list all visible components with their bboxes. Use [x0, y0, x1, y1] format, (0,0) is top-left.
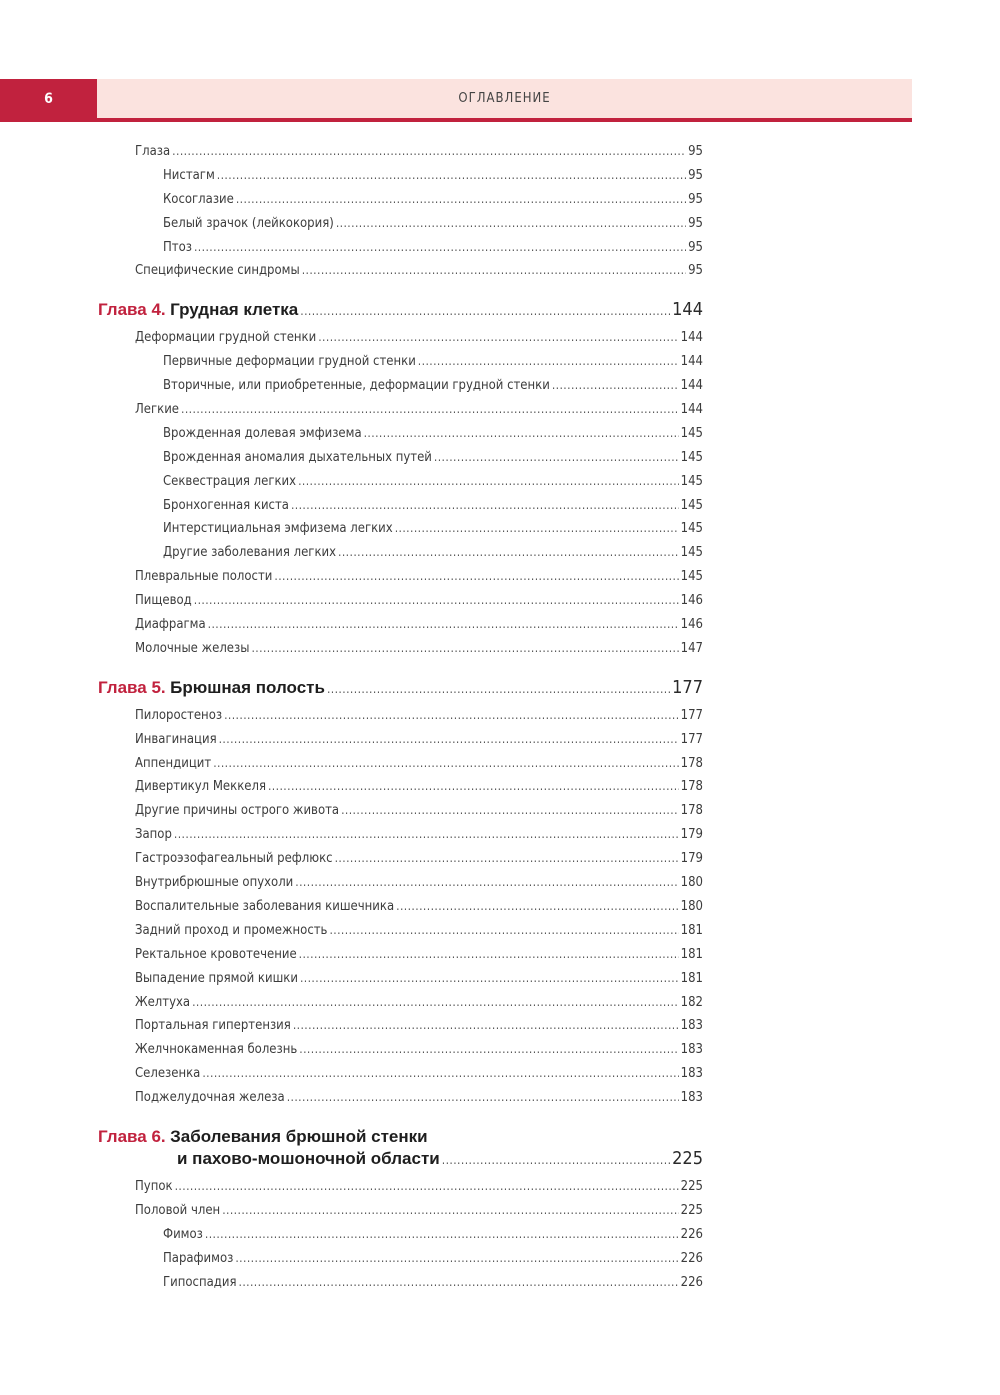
toc-entry-title: Молочные железы — [135, 640, 250, 656]
dot-leader — [341, 799, 679, 823]
toc-entry-title: Другие причины острого живота — [135, 803, 340, 819]
dot-leader — [208, 613, 679, 637]
toc-entry-title: Запор — [135, 827, 172, 843]
dot-leader — [395, 517, 679, 541]
toc-entry[interactable] — [0, 470, 1000, 494]
toc-entry[interactable] — [0, 752, 1000, 776]
toc-entry[interactable] — [0, 398, 1000, 422]
chapter-title: Брюшная полость — [170, 677, 325, 697]
dot-leader — [172, 140, 686, 164]
toc-entry-page: 145 — [680, 521, 703, 537]
chapter-6-heading-line2 — [0, 1148, 1000, 1169]
toc-entry[interactable] — [0, 847, 1000, 871]
toc-entry[interactable] — [0, 1199, 1000, 1223]
toc-entry-page: 183 — [680, 1066, 703, 1082]
toc-entry-title: Поджелудочная железа — [135, 1090, 285, 1106]
toc-entry[interactable] — [0, 350, 1000, 374]
toc-entry[interactable] — [0, 1175, 1000, 1199]
dot-leader — [318, 326, 678, 350]
running-title: ОГЛАВЛЕНИЕ — [458, 91, 551, 106]
toc-entry-page: 177 — [680, 707, 703, 723]
toc-entry-page: 95 — [688, 191, 703, 207]
toc-entry-title: Секвестрация легких — [163, 473, 297, 489]
toc-entry-title: Вторичные, или приобретенные, деформации грудной стенки — [163, 378, 550, 394]
chapter-title-line1: Заболевания брюшной стенки — [170, 1126, 428, 1146]
toc-entry[interactable] — [0, 871, 1000, 895]
toc-entry-title: Врожденная аномалия дыхательных путей — [163, 449, 432, 465]
toc-entry[interactable] — [0, 541, 1000, 565]
toc-entry[interactable] — [0, 446, 1000, 470]
toc-entry[interactable] — [0, 1086, 1000, 1110]
toc-entry-title: Выпадение прямой кишки — [135, 970, 298, 986]
toc-entry-title: Птоз — [163, 239, 192, 255]
dot-leader — [205, 1223, 679, 1247]
toc-entry-title: Врожденная долевая эмфизема — [163, 425, 362, 441]
toc-entry-title: Косоглазие — [163, 191, 234, 207]
toc-entry-title: Глаза — [135, 144, 171, 159]
dot-leader — [236, 188, 686, 212]
toc-entry[interactable] — [0, 728, 1000, 752]
dot-leader — [217, 164, 686, 188]
toc-entry-page: 145 — [680, 473, 703, 489]
dot-leader — [192, 991, 679, 1015]
toc-entry-page: 182 — [680, 994, 703, 1010]
toc-entry[interactable] — [0, 374, 1000, 398]
toc-entry-title: Другие заболевания легких — [163, 545, 337, 561]
toc-entry-title: Интерстициальная эмфизема легких — [163, 521, 393, 537]
toc-entry-page: 183 — [680, 1018, 703, 1034]
dot-leader — [174, 823, 679, 847]
dot-leader — [327, 682, 670, 696]
toc-entry-title: Внутрибрюшные опухоли — [135, 875, 294, 891]
chapter-6-entries — [0, 1175, 1000, 1294]
dot-leader — [239, 1271, 679, 1295]
dot-leader — [364, 422, 679, 446]
toc-entry[interactable] — [0, 613, 1000, 637]
toc-entry-page: 178 — [680, 803, 703, 819]
dot-leader — [299, 943, 679, 967]
toc-entry-page: 95 — [688, 215, 703, 231]
toc-entry-page: 95 — [688, 239, 703, 255]
toc-entry[interactable] — [0, 188, 1000, 212]
dot-leader — [442, 1153, 670, 1167]
toc-entry-page: 95 — [688, 167, 703, 183]
toc-entry-title: Гастроэзофагеальный рефлюкс — [135, 851, 333, 867]
toc-entry[interactable] — [0, 991, 1000, 1015]
toc-entry[interactable] — [0, 494, 1000, 518]
dot-leader — [329, 919, 678, 943]
chapter-6-heading[interactable] — [0, 1126, 1000, 1169]
toc-entry[interactable] — [0, 1062, 1000, 1086]
dot-leader — [224, 704, 679, 728]
toc-entry-page: 226 — [680, 1226, 703, 1242]
toc-entry[interactable] — [0, 140, 1000, 164]
chapter-6-heading-line1 — [0, 1126, 1000, 1148]
toc-entry-title: Легкие — [135, 402, 180, 418]
toc-entry-title: Диафрагма — [135, 617, 206, 633]
toc-entry-title: Деформации грудной стенки — [135, 330, 317, 346]
toc-entry[interactable] — [0, 589, 1000, 613]
toc-entry-title: Пищевод — [135, 593, 192, 609]
chapter-label: Глава 5. — [98, 677, 166, 697]
dot-leader — [396, 895, 679, 919]
toc-entry-page: 144 — [680, 354, 703, 370]
dot-leader — [300, 967, 679, 991]
toc-entry-title: Нистагм — [163, 167, 215, 183]
toc-entry[interactable] — [0, 704, 1000, 728]
toc-entry-title: Желчнокаменная болезнь — [135, 1042, 298, 1058]
toc-entry[interactable] — [0, 1014, 1000, 1038]
toc-entry-page: 178 — [680, 779, 703, 795]
toc-entry-title: Бронхогенная киста — [163, 497, 289, 513]
dot-leader — [194, 589, 679, 613]
dot-leader — [222, 1199, 678, 1223]
toc-entry-title: Пупок — [135, 1178, 173, 1194]
page-number: 6 — [0, 79, 97, 118]
toc-entry[interactable] — [0, 212, 1000, 236]
dot-leader — [552, 374, 679, 398]
toc-entry-title: Воспалительные заболевания кишечника — [135, 898, 395, 914]
dot-leader — [235, 1247, 678, 1271]
toc-entry[interactable] — [0, 517, 1000, 541]
toc-entry-title: Парафимоз — [163, 1250, 234, 1266]
toc-entry[interactable] — [0, 895, 1000, 919]
dot-leader — [194, 236, 686, 260]
toc-entry[interactable] — [0, 775, 1000, 799]
chapter-4-heading[interactable] — [0, 299, 1000, 320]
toc-entry-page: 226 — [680, 1250, 703, 1266]
toc-entry-page: 145 — [680, 545, 703, 561]
chapter-page: 225 — [672, 1147, 703, 1169]
toc-entry-title: Гипоспадия — [163, 1274, 237, 1290]
dot-leader — [434, 446, 679, 470]
chapter-page: 144 — [672, 299, 703, 321]
toc-entry-page: 145 — [680, 569, 703, 585]
toc-entry-page: 180 — [680, 875, 703, 891]
dot-leader — [291, 494, 679, 518]
dot-leader — [335, 847, 679, 871]
chapter-title-line2: и пахово-мошоночной области — [177, 1148, 440, 1168]
toc-entry[interactable] — [0, 943, 1000, 967]
toc-entry-title: Фимоз — [163, 1226, 203, 1242]
dot-leader — [202, 1062, 678, 1086]
toc-entry-title: Дивертикул Меккеля — [135, 779, 266, 795]
toc-entry-title: Селезенка — [135, 1066, 201, 1082]
dot-leader — [302, 259, 686, 283]
toc-entry-page: 95 — [688, 144, 703, 159]
toc-entry-title: Специфические синдромы — [135, 263, 300, 279]
toc-entry-page: 95 — [688, 263, 703, 279]
toc-entry-title: Первичные деформации грудной стенки — [163, 354, 416, 370]
toc-entry[interactable] — [0, 1271, 1000, 1295]
toc-entry[interactable] — [0, 919, 1000, 943]
toc-entry-page: 146 — [680, 617, 703, 633]
toc-entry[interactable] — [0, 236, 1000, 260]
toc-entry-page: 181 — [680, 970, 703, 986]
dot-leader — [175, 1175, 679, 1199]
toc-entry-title: Белый зрачок (лейкокория) — [163, 215, 334, 231]
toc-entry-title: Пилоростеноз — [135, 707, 223, 723]
chapter-5-heading[interactable] — [0, 677, 1000, 698]
toc-entry[interactable] — [0, 1038, 1000, 1062]
toc-entry-title: Половой член — [135, 1202, 221, 1218]
table-of-contents — [0, 140, 1000, 1294]
toc-entry[interactable] — [0, 164, 1000, 188]
toc-entry-page: 179 — [680, 851, 703, 867]
toc-entry-page: 179 — [680, 827, 703, 843]
dot-leader — [295, 871, 678, 895]
toc-entry-title: Желтуха — [135, 994, 191, 1010]
dot-leader — [300, 304, 670, 318]
toc-entry[interactable] — [0, 799, 1000, 823]
dot-leader — [299, 1038, 678, 1062]
toc-entry[interactable] — [0, 259, 1000, 283]
dot-leader — [274, 565, 678, 589]
toc-entry-page: 225 — [680, 1202, 703, 1218]
chapter-page: 177 — [672, 676, 703, 698]
toc-entry[interactable] — [0, 967, 1000, 991]
toc-entry-page: 180 — [680, 898, 703, 914]
toc-entry[interactable] — [0, 823, 1000, 847]
toc-entry-title: Задний проход и промежность — [135, 922, 328, 938]
toc-entry[interactable] — [0, 565, 1000, 589]
toc-entry[interactable] — [0, 422, 1000, 446]
dot-leader — [336, 212, 686, 236]
toc-entry-page: 145 — [680, 425, 703, 441]
dot-leader — [293, 1014, 679, 1038]
toc-entry-title: Плевральные полости — [135, 569, 273, 585]
dot-leader — [418, 350, 679, 374]
chapter-5-entries — [0, 704, 1000, 1110]
toc-entry-page: 145 — [680, 449, 703, 465]
toc-entry[interactable] — [0, 1247, 1000, 1271]
toc-entry-page: 183 — [680, 1090, 703, 1106]
chapter-title: Грудная клетка — [170, 300, 299, 320]
toc-entry[interactable] — [0, 637, 1000, 661]
dot-leader — [181, 398, 679, 422]
chapter-label: Глава 4. — [98, 300, 166, 320]
intro-section — [0, 140, 1000, 283]
dot-leader — [338, 541, 679, 565]
toc-entry-page: 177 — [680, 731, 703, 747]
toc-entry-page: 226 — [680, 1274, 703, 1290]
toc-entry-page: 145 — [680, 497, 703, 513]
toc-entry-title: Ректальное кровотечение — [135, 946, 297, 962]
chapter-label: Глава 6. — [98, 1126, 166, 1146]
running-header — [0, 79, 912, 122]
toc-entry[interactable] — [0, 326, 1000, 350]
toc-entry-title: Инвагинация — [135, 731, 217, 747]
toc-entry-page: 144 — [680, 402, 703, 418]
toc-entry-page: 144 — [680, 330, 703, 346]
toc-entry-page: 183 — [680, 1042, 703, 1058]
dot-leader — [213, 752, 678, 776]
toc-entry-page: 181 — [680, 946, 703, 962]
toc-entry-page: 178 — [680, 755, 703, 771]
toc-entry-page: 144 — [680, 378, 703, 394]
chapter-4-entries — [0, 326, 1000, 660]
toc-entry-title: Аппендицит — [135, 755, 212, 771]
dot-leader — [298, 470, 679, 494]
toc-entry-title: Портальная гипертензия — [135, 1018, 291, 1034]
toc-entry-page: 225 — [680, 1178, 703, 1194]
dot-leader — [268, 775, 679, 799]
dot-leader — [219, 728, 679, 752]
dot-leader — [287, 1086, 679, 1110]
toc-entry-page: 146 — [680, 593, 703, 609]
toc-entry[interactable] — [0, 1223, 1000, 1247]
dot-leader — [251, 637, 678, 661]
toc-entry-page: 147 — [680, 640, 703, 656]
toc-entry-page: 181 — [680, 922, 703, 938]
